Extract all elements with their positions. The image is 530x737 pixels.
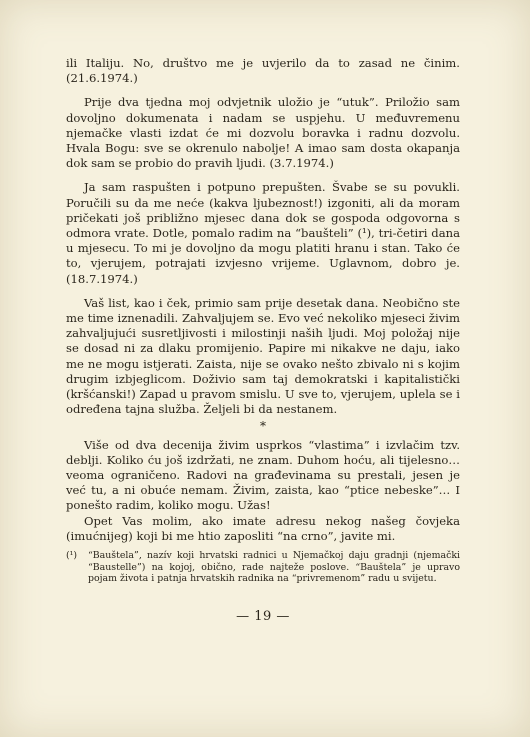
paragraph-5: Više od dva decenija živim usprkos “vlastima” i izvlačim tzv. deblji. Koliko ću još izdržati, ne znam. Duhom hoću, ali tijelesno… veoma ograničeno. Radovi na građevinama su prestali, jesen je već tu, a ni obuće nemam. Živim, zaista, kao “ptice nebeske”… I ponešto radim, koliko mogu. Užas! [66, 437, 460, 513]
paragraph-6: Opet Vas molim, ako imate adresu nekog našeg čovjeka (imućnijeg) koji bi me htio zaposliti “na crno”, javite mi. [66, 513, 460, 543]
paragraph-1: ili Italiju. No, društvo me je uvjerilo da to zasad ne činim. (21.6.1974.) [66, 56, 460, 86]
paragraph-2: Prije dva tjedna moj odvjetnik uložio je “utuk”. Priložio sam dovoljno dokumenata i nadam se uspjehu. U međuvremenu njemačke vlasti izdat će mi dozvolu boravka i radnu dozvolu. Hvala Bogu: sve se okrenulo nabolje! A imao sam dosta okapanja dok sam se probio do pravih ljudi. (3.7.1974.) [66, 95, 460, 171]
page-body [66, 56, 460, 624]
footnote [66, 550, 460, 585]
page-number [66, 609, 460, 624]
footnote-text: “Bauštela”, nazív koji hrvatski radnici u Njemačkoj daju gradnji (njemački “Baustelle”) na kojoj, obično, rade najteže poslove. “Bauštela” je upravo pojam života i patnja hrvatskih radnika na “privremenom” radu u svijetu. [88, 550, 460, 585]
page-number-text: — 19 — [236, 608, 290, 624]
paragraph-3: Ja sam raspušten i potpuno prepušten. Švabe se su povukli. Poručili su da me neće (kakva ljubeznost!) izgoniti, ali da moram pričekati još približno mjesec dana dok se gospoda odgovorna s odmora vrate. Dotle, pomalo radim na “baušteli” (¹), tri-četiri dana u mjesecu. To mi je dovoljno da mogu platiti hranu i stan. Tako će to, vjerujem, potrajati izvjesno vrijeme. Uglavnom, dobro je. (18.7.1974.) [66, 180, 460, 286]
paragraph-4: Vaš list, kao i ček, primio sam prije desetak dana. Neobično ste me time iznenadili. Zahvaljujem se. Evo već nekoliko mjeseci živim zahvaljujući susretljivosti i milostinji naših ljudi. Moj položaj nije se dosad ni za dlaku promijenio. Papire mi nikakve ne daju, iako me ne mogu istjerati. Zaista, nije se ovako nešto zbivalo ni s kojim drugim izbjeglicom. Doživio sam taj demokratski i kapitalistički (kršćanski!) Zapad u pravom smislu. U sve to, vjerujem, uplela se i određena tajna služba. Željeli bi da nestanem. [66, 295, 460, 417]
footnote-marker: (¹) [66, 550, 78, 562]
section-separator: * [260, 419, 266, 434]
